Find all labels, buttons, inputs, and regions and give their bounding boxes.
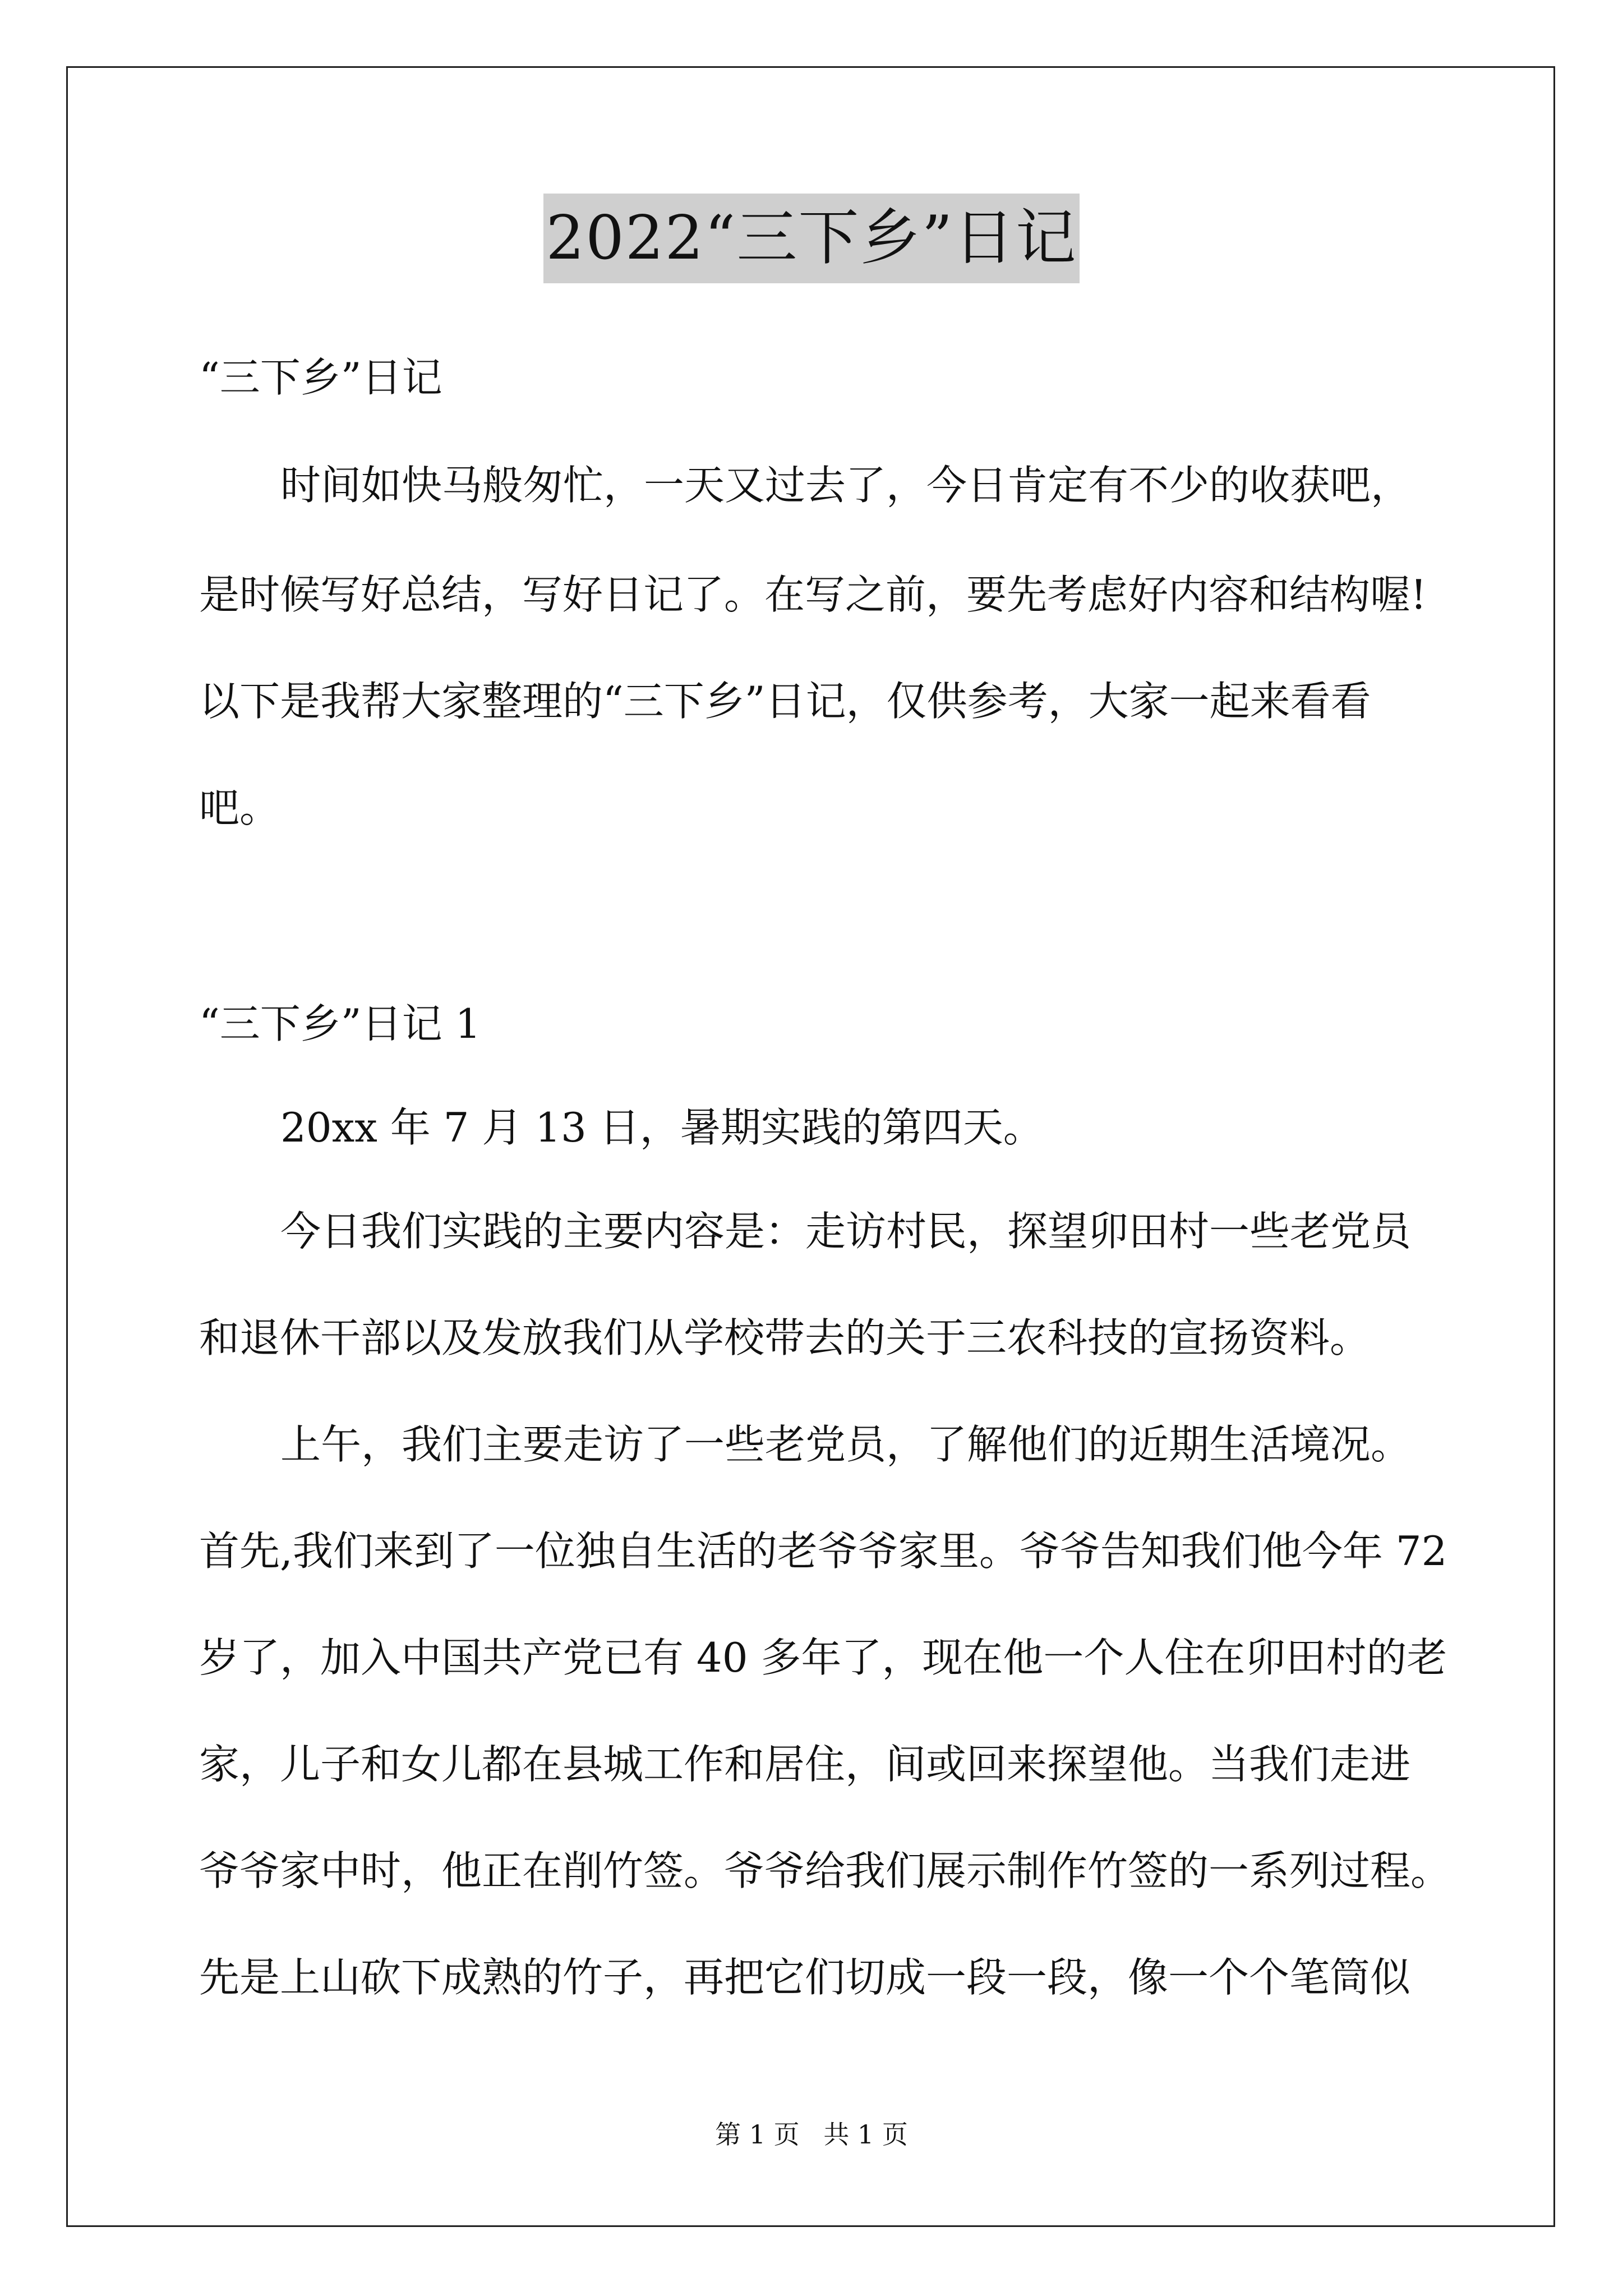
paragraph-line: 岁了，加入中国共产党已有 40 多年了，现在他一个人住在卯田村的老 [199, 1634, 1447, 1681]
paragraph-line: 今日我们实践的主要内容是：走访村民，探望卯田村一些老党员 [280, 1208, 1412, 1255]
page-number: 第 1 页 [715, 2119, 800, 2150]
paragraph-line: 上午，我们主要走访了一些老党员，了解他们的近期生活境况。 [280, 1421, 1412, 1468]
intro-line: 是时候写好总结，写好日记了。在写之前，要先考虑好内容和结构喔! [199, 571, 1427, 618]
document-title: 2022“三下乡”日记 [543, 194, 1079, 283]
section-heading: “三下乡”日记 1 [199, 1000, 481, 1047]
paragraph-line: 爷爷家中时，他正在削竹签。爷爷给我们展示制作竹签的一系列过程。 [199, 1847, 1451, 1894]
page-total: 共 1 页 [823, 2119, 908, 2150]
page-footer [0, 2118, 1623, 2151]
intro-line: 以下是我帮大家整理的“三下乡”日记，仅供参考，大家一起来看看 [199, 678, 1371, 725]
intro-heading: “三下乡”日记 [199, 354, 442, 401]
paragraph-line: 家，儿子和女儿都在县城工作和居住，间或回来探望他。当我们走进 [199, 1741, 1411, 1788]
paragraph-line: 和退休干部以及发放我们从学校带去的关于三农科技的宣扬资料。 [199, 1314, 1371, 1361]
paragraph-line: 先是上山砍下成熟的竹子，再把它们切成一段一段，像一个个笔筒似 [199, 1954, 1411, 2001]
intro-line: 吧。 [199, 784, 280, 831]
title-container [0, 194, 1623, 283]
paragraph-line: 首先,我们来到了一位独自生活的老爷爷家里。爷爷告知我们他今年 72 [199, 1527, 1447, 1575]
intro-line: 时间如快马般匆忙，一天又过去了，今日肯定有不少的收获吧， [280, 462, 1412, 509]
date-line: 20xx 年 7 月 13 日，暑期实践的第四天。 [280, 1104, 1044, 1151]
